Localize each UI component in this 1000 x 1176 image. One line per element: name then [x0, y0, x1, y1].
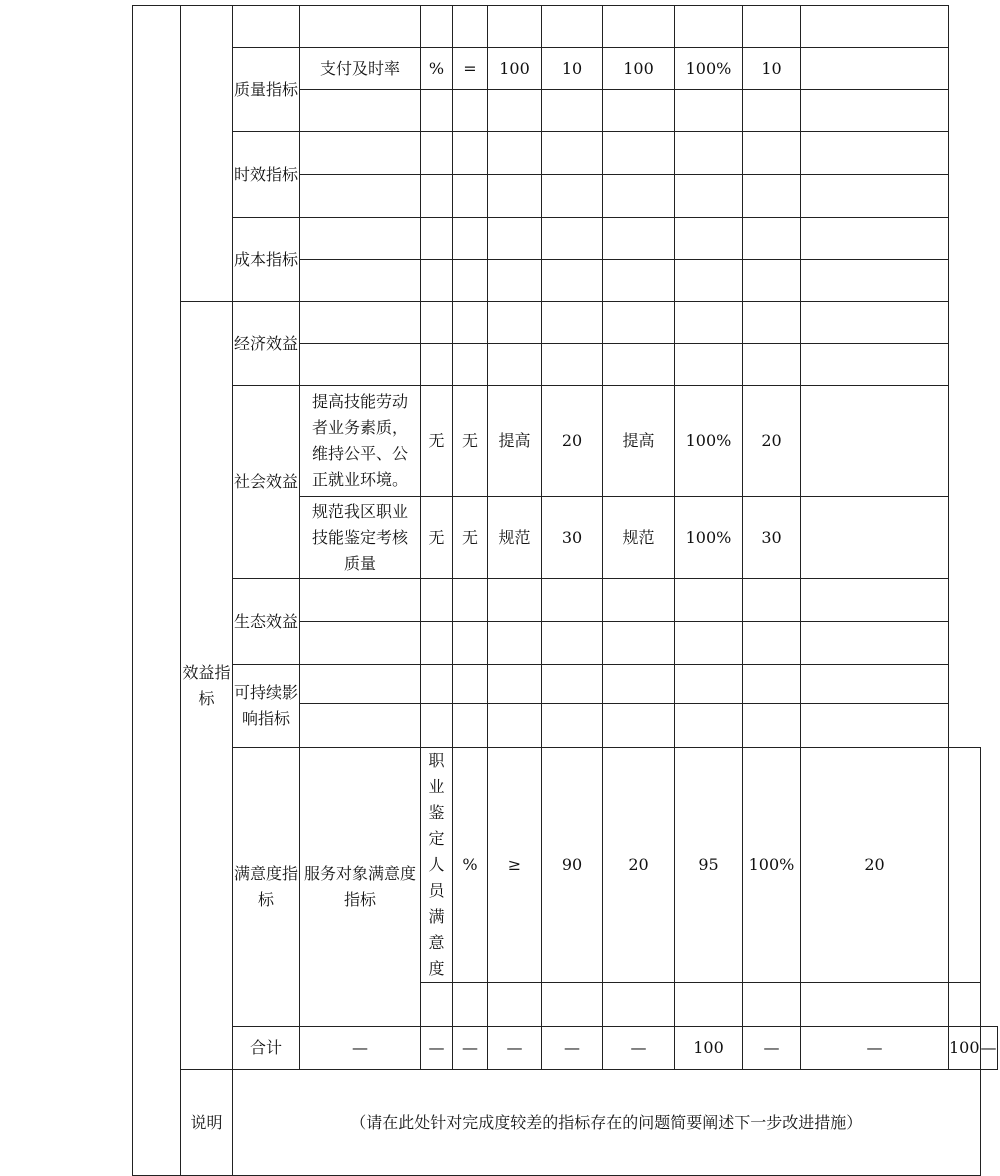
actual: 规范 [603, 497, 675, 579]
level3-timeliness: 时效指标 [233, 132, 300, 218]
level3-cost: 成本指标 [233, 218, 300, 302]
target: 提高 [488, 386, 542, 497]
target: 规范 [488, 497, 542, 579]
weight: 20 [542, 386, 603, 497]
dash: — [542, 1027, 603, 1070]
operator: = [453, 48, 488, 90]
note-label: 说明 [181, 1070, 233, 1176]
total-score: 100 [949, 1027, 981, 1070]
actual: 提高 [603, 386, 675, 497]
operator: 无 [453, 497, 488, 579]
level3-quality: 质量指标 [233, 48, 300, 132]
completion-rate: 100% [675, 48, 743, 90]
level3-economic: 经济效益 [233, 302, 300, 386]
unit: 无 [421, 497, 453, 579]
unit: 无 [421, 386, 453, 497]
level3-sustainable: 可持续影响指标 [233, 665, 300, 748]
indicator-name: 支付及时率 [300, 48, 421, 90]
level2-benefit: 效益指标 [181, 302, 233, 1070]
completion-rate: 100% [675, 497, 743, 579]
level3-satisfaction: 服务对象满意度指标 [300, 748, 421, 1027]
completion-rate: 100% [743, 748, 801, 983]
note-text: （请在此处针对完成度较差的指标存在的问题简要阐述下一步改进措施） [233, 1070, 981, 1176]
total-weight: 100 [675, 1027, 743, 1070]
actual: 100 [603, 48, 675, 90]
level2-satisfaction: 满意度指标 [233, 748, 300, 1027]
target: 100 [488, 48, 542, 90]
unit: % [453, 748, 488, 983]
dash: — [801, 1027, 949, 1070]
score: 20 [801, 748, 949, 983]
dash: — [980, 1027, 997, 1070]
operator: ≥ [488, 748, 542, 983]
total-label: 合计 [233, 1027, 300, 1070]
indicator-name-social-2: 规范我区职业 技能鉴定考核 质量 [300, 497, 421, 579]
dash: — [453, 1027, 488, 1070]
dash: — [603, 1027, 675, 1070]
unit: % [421, 48, 453, 90]
indicator-name: 职业鉴定人员满意度 [421, 748, 453, 983]
level3-empty [233, 6, 300, 48]
level3-social: 社会效益 [233, 386, 300, 579]
level2-output-cell [181, 6, 233, 302]
level1-cell [133, 6, 181, 1176]
dash: — [743, 1027, 801, 1070]
weight: 30 [542, 497, 603, 579]
dash: — [421, 1027, 453, 1070]
dash: — [488, 1027, 542, 1070]
indicator-name-social-1: 提高技能劳动 者业务素质， 维持公平、公 正就业环境。 [300, 386, 421, 497]
score: 30 [743, 497, 801, 579]
weight: 10 [542, 48, 603, 90]
completion-rate: 100% [675, 386, 743, 497]
weight: 20 [603, 748, 675, 983]
level3-ecological: 生态效益 [233, 579, 300, 665]
dash: — [300, 1027, 421, 1070]
score: 10 [743, 48, 801, 90]
operator: 无 [453, 386, 488, 497]
target: 90 [542, 748, 603, 983]
performance-table [132, 5, 998, 1176]
actual: 95 [675, 748, 743, 983]
score: 20 [743, 386, 801, 497]
